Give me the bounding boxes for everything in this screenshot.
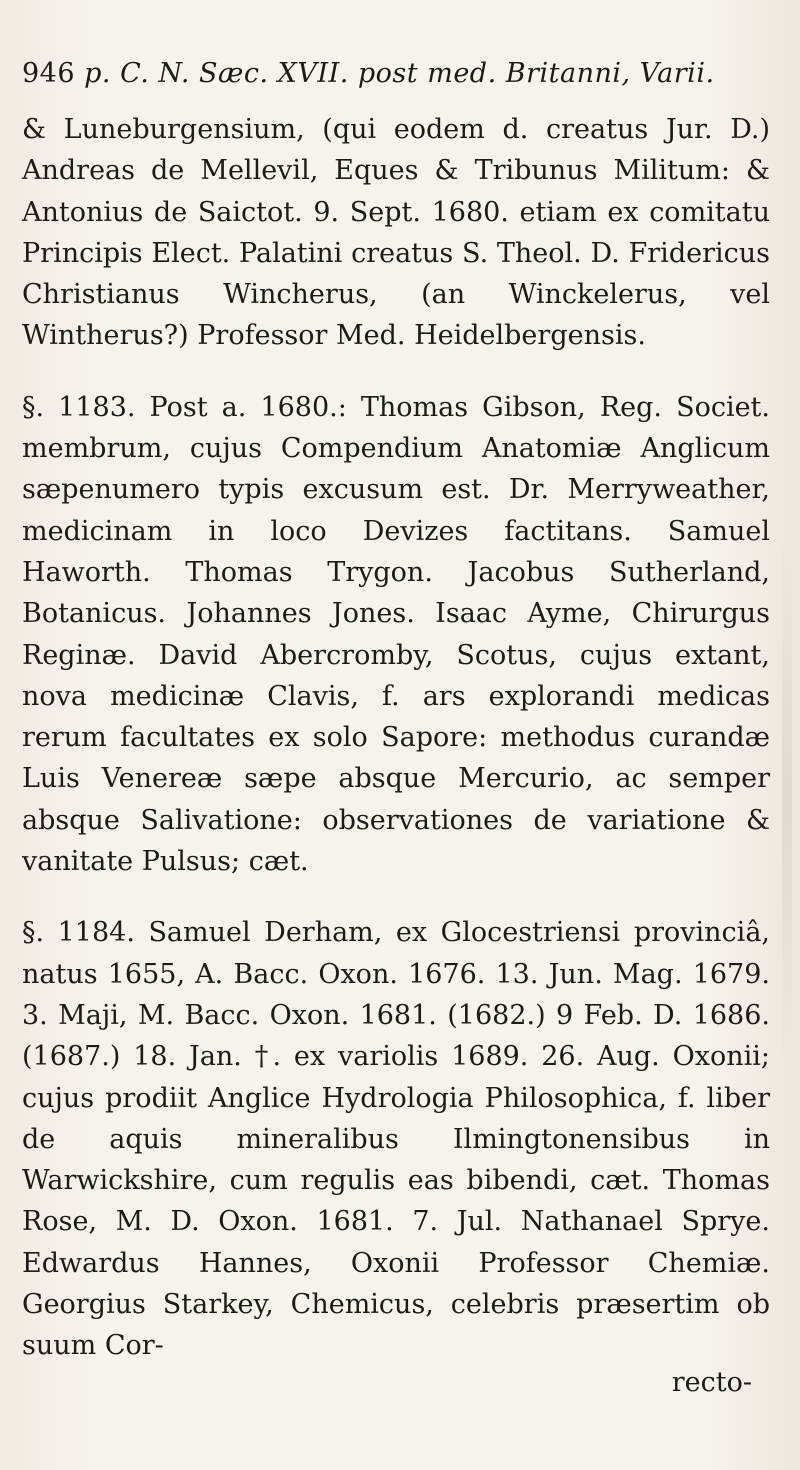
running-head: [22, 58, 770, 89]
paragraph-section-1183: §. 1183. Post a. 1680.: Thomas Gibson, Reg. Societ. membrum, cujus Compendium Anatomiæ Anglicum sæpenumero typis excusum est. Dr. Merryweather, medicinam in loco Devizes factitans. Samuel Haworth. Thomas Trygon. Jacobus Sutherland, Botanicus. Johannes Jones. Isaac Ayme, Chirurgus Reginæ. David Abercromby, Scotus, cujus extant, nova medicinæ Clavis, f. ars explorandi medicas rerum facultates ex solo Sapore: methodus curandæ Luis Venereæ sæpe absque Mercurio, ac semper absque Salivatione: observationes de variatione & vanitate Pulsus; cæt.: [22, 391, 770, 878]
paragraph-continuation: & Luneburgensium, (qui eodem d. creatus Jur. D.) Andreas de Mellevil, Eques & Tribunus Militum: & Antonius de Saictot. 9. Sept. 1680. etiam ex comitatu Principis Elect. Palatini creatus S. Theol. D. Fridericus Christianus Wincherus, (an Winckelerus, vel Wintherus?) Professor Med. Heidelbergensis.: [22, 114, 770, 352]
catchword: recto-: [671, 1366, 752, 1398]
running-title: p. C. N. Sæc. XVII. post med. Britanni, Varii.: [84, 58, 715, 89]
page-stain: [782, 540, 792, 1060]
paragraph-section-1184: §. 1184. Samuel Derham, ex Glocestriensi provinciâ, natus 1655, A. Bacc. Oxon. 1676. 13. Jun. Mag. 1679. 3. Maji, M. Bacc. Oxon. 1681. (1682.) 9 Feb. D. 1686. (1687.) 18. Jan. †. ex variolis 1689. 26. Aug. Oxonii; cujus prodiit Anglice Hydrologia Philosophica, f. liber de aquis mineralibus Ilmingtonensibus in Warwickshire, cum regulis eas bibendi, cæt. Thomas Rose, M. D. Oxon. 1681. 7. Jul. Nathanael Sprye. Edwardus Hannes, Oxonii Professor Chemiæ. Georgius Starkey, Chemicus, celebris præsertim ob suum Cor-: [22, 917, 770, 1362]
page-number: 946: [22, 58, 76, 89]
